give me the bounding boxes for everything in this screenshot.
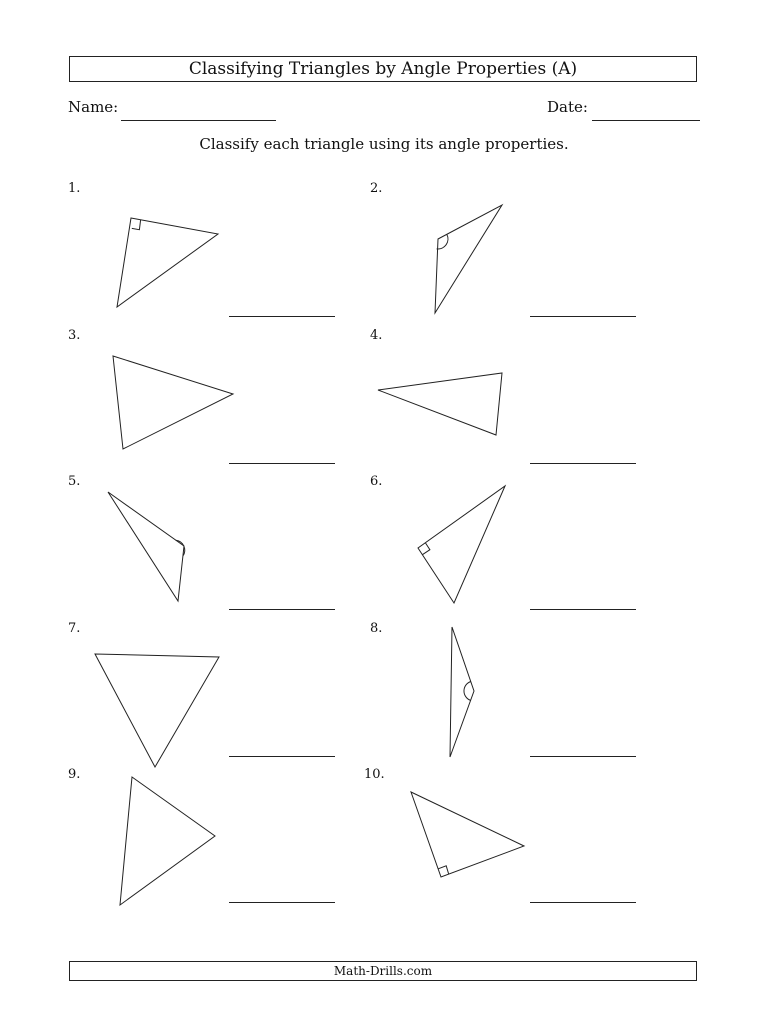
problem-number-2: 2. [370,181,383,196]
answer-line-8[interactable] [530,756,636,757]
answer-line-10[interactable] [530,902,636,903]
problem-number-6: 6. [370,474,383,489]
triangle-5 [108,492,185,601]
answer-line-7[interactable] [229,756,335,757]
right-angle-marker [132,220,141,230]
answer-line-6[interactable] [530,609,636,610]
name-label: Name: [68,98,119,116]
problem-number-10: 10. [364,767,385,782]
problem-number-1: 1. [68,181,81,196]
answer-line-4[interactable] [530,463,636,464]
triangle-10 [411,792,524,877]
problem-number-3: 3. [68,328,81,343]
answer-line-3[interactable] [229,463,335,464]
answer-line-1[interactable] [229,316,335,317]
triangle-8 [450,627,474,757]
problem-number-7: 7. [68,621,81,636]
footer: Math-Drills.com [69,961,697,981]
instructions: Classify each triangle using its angle properties. [199,135,569,153]
problem-number-5: 5. [68,474,81,489]
problem-number-8: 8. [370,621,383,636]
triangle-7 [95,654,219,767]
right-angle-marker [422,543,430,555]
answer-line-2[interactable] [530,316,636,317]
triangle-6 [418,486,505,603]
answer-line-9[interactable] [229,902,335,903]
triangle-2 [435,205,502,313]
worksheet-title: Classifying Triangles by Angle Properties (A) [69,56,697,82]
triangle-9 [120,777,215,905]
answer-line-5[interactable] [229,609,335,610]
problem-number-9: 9. [68,767,81,782]
date-label: Date: [547,98,588,116]
angle-arc-marker [464,682,471,701]
triangle-1 [117,218,218,307]
problem-number-4: 4. [370,328,383,343]
triangle-3 [113,356,233,449]
triangle-4 [378,373,502,435]
